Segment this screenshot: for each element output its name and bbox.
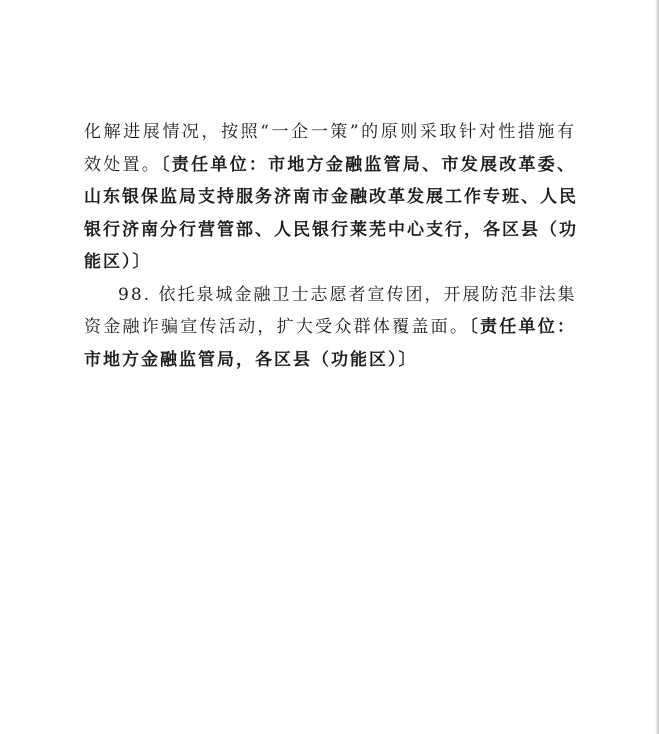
page-edge-shadow — [655, 0, 659, 734]
paragraph-1-text: 效处置。 — [84, 154, 162, 175]
paragraph-1-line-2 — [84, 149, 576, 182]
paragraph-1-line-5: 能区）〕 — [84, 252, 152, 272]
paragraph-1-line-4: 银行济南分行营管部、人民银行莱芜中心支行，各区县（功 — [84, 219, 578, 240]
paragraph-1-line-3: 山东银保监局支持服务济南市金融改革发展工作专班、人民 — [84, 187, 578, 207]
paragraph-2-line-2 — [84, 311, 576, 344]
paragraph-2-text: 资金融诈骗宣传活动，扩大受众群体覆盖面。 — [84, 317, 470, 337]
paragraph-1-line-1: 化解进展情况，按照“一企一策”的原则采取针对性措施有 — [84, 122, 576, 142]
responsibility-units-label: 〔责任单位：市地方金融监管局、市发展改革委、 — [161, 154, 577, 175]
responsibility-units-label: 〔责任单位： — [469, 317, 577, 337]
paragraph-2-line-3: 市地方金融监管局，各区县（功能区）〕 — [84, 349, 418, 370]
document-body — [84, 116, 576, 376]
paragraph-2-line-1: 98. 依托泉城金融卫士志愿者宣传团，开展防范非法集 — [118, 284, 577, 305]
